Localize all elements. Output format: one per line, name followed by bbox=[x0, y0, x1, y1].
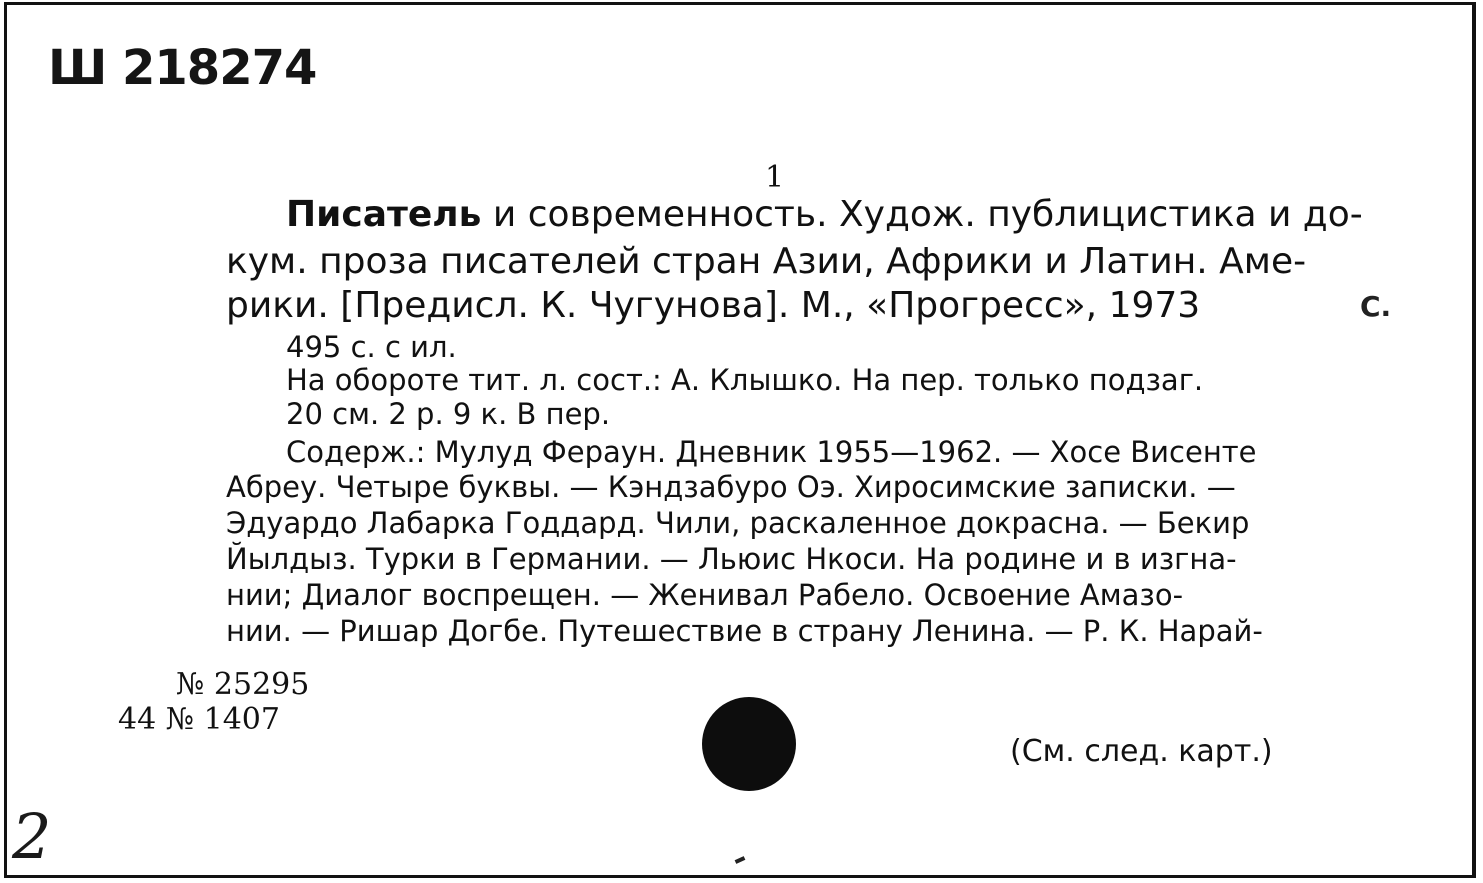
handwritten-mark: 2 bbox=[12, 800, 52, 873]
stray-mark: C. bbox=[1360, 290, 1392, 323]
continued-note: (См. след. карт.) bbox=[1010, 734, 1273, 769]
contents-line-2: Абреу. Четыре буквы. — Кэндзабуро Оэ. Хиросимские записки. — bbox=[226, 470, 1236, 504]
physical-line-3: 20 см. 2 р. 9 к. В пер. bbox=[286, 397, 611, 431]
contents-line-5: нии; Диалог воспрещен. — Женивал Рабело. Освоение Амазо- bbox=[226, 578, 1184, 612]
entry-line-1-rest: и современность. Худож. публицистика и до- bbox=[481, 194, 1363, 235]
contents-line-3: Эдуардо Лабарка Годдард. Чили, раскаленное докрасна. — Бекир bbox=[226, 506, 1250, 540]
punch-hole bbox=[702, 697, 796, 791]
entry-line-3: рики. [Предисл. К. Чугунова]. М., «Прогресс», 1973 bbox=[226, 285, 1201, 326]
contents-line-1: Содерж.: Мулуд Фераун. Дневник 1955—1962. — Хосе Висенте bbox=[286, 435, 1257, 469]
entry-title-bold: Писатель bbox=[286, 194, 482, 235]
entry-line-2: кум. проза писателей стран Азии, Африки и Латин. Аме- bbox=[226, 241, 1307, 282]
handwritten-shelf-code: Ш 218274 bbox=[48, 40, 317, 96]
physical-line-2: На обороте тит. л. сост.: А. Клышко. На пер. только подзаг. bbox=[286, 363, 1204, 397]
accession-number-2: 44 № 1407 bbox=[118, 702, 280, 737]
contents-line-4: Йылдыз. Турки в Германии. — Льюис Нкоси. На родине и в изгна- bbox=[226, 542, 1237, 576]
physical-line-1: 495 с. с ил. bbox=[286, 330, 457, 364]
entry-line-1 bbox=[286, 195, 1363, 235]
card-sequence-number: 1 bbox=[765, 160, 785, 195]
contents-line-6: нии. — Ришар Догбе. Путешествие в страну Ленина. — Р. К. Нарай- bbox=[226, 614, 1263, 648]
accession-number-1: № 25295 bbox=[176, 667, 310, 702]
